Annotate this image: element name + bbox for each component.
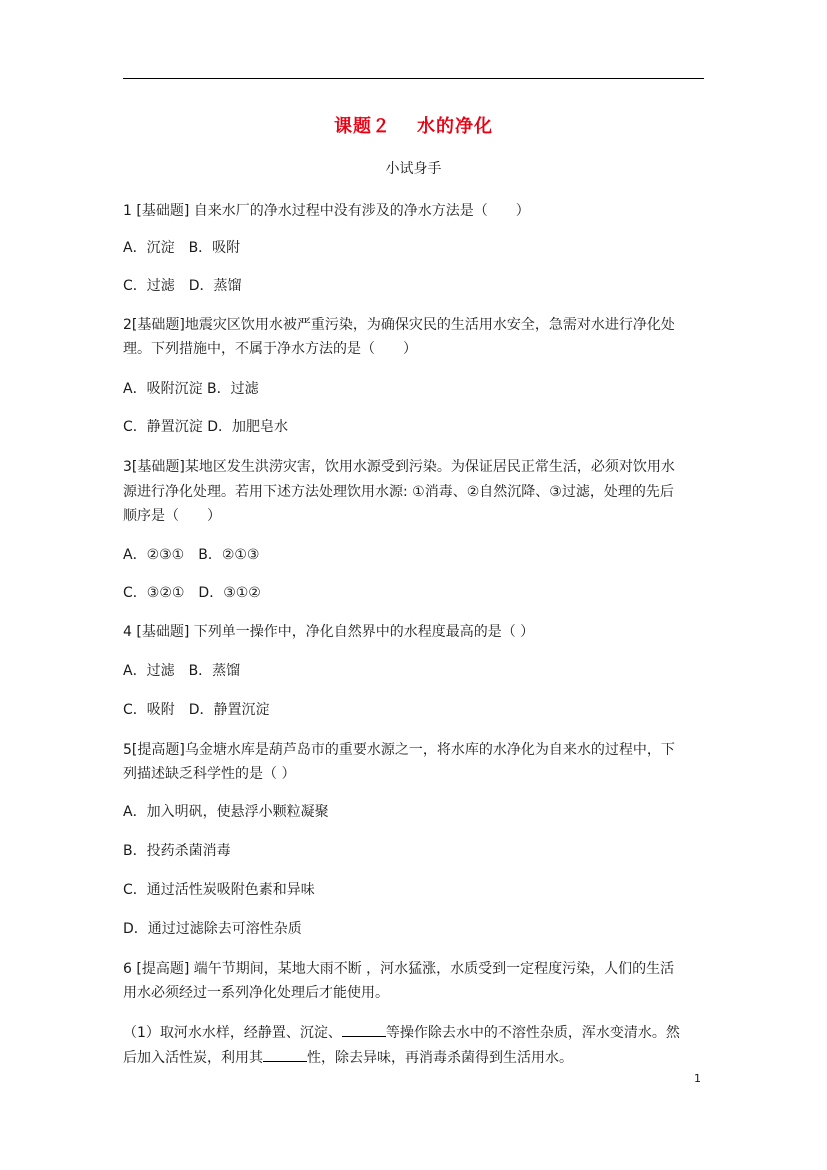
text-line: 6 [提高题] 端午节期间，某地大雨不断 ，河水猛涨，水质受到一定程度污染，人们的生活 [123, 961, 675, 977]
text-line: A．过滤 B．蒸馏 [123, 663, 241, 679]
text-line: 顺序是（ ） [123, 508, 221, 524]
title-lesson-number: 课题２ [334, 116, 391, 137]
page-number: 1 [694, 1072, 701, 1085]
header-rule [123, 78, 704, 79]
text-line: 用水必须经过一系列净化处理后才能使用。 [123, 985, 389, 1001]
text-line: A．吸附沉淀 B．过滤 [123, 381, 259, 397]
answer-blank[interactable] [342, 1022, 386, 1037]
title-topic: 水的净化 [417, 116, 493, 137]
text-line: 2[基础题]地震灾区饮用水被严重污染，为确保灾民的生活用水安全，急需对水进行净化处 [123, 317, 675, 333]
text-line: 1 [基础题] 自来水厂的净水过程中没有涉及的净水方法是（ ） [123, 203, 530, 219]
text-line: B．投药杀菌消毒 [123, 843, 231, 859]
text-line: 列描述缺乏科学性的是（ ） [123, 766, 296, 782]
q6-part2-text-after: 性，除去异味，再消毒杀菌得到生活用水。 [307, 1050, 573, 1066]
q6-part1-text-after: 等操作除去水中的不溶性杂质，浑水变清水。然 [385, 1025, 680, 1041]
text-line: 理。下列措施中，不属于净水方法的是（ ） [123, 341, 417, 357]
text-line: A．②③① B．②①③ [123, 547, 260, 563]
q6-part1-text-before: （1）取河水水样，经静置、沉淀、 [123, 1025, 342, 1041]
text-line: C．吸附 D．静置沉淀 [123, 702, 270, 718]
text-line: C．通过活性炭吸附色素和异味 [123, 882, 315, 898]
text-line: D．通过过滤除去可溶性杂质 [123, 921, 302, 937]
question-6-part-2 [123, 1046, 713, 1070]
text-line: 3[基础题]某地区发生洪涝灾害，饮用水源受到污染。为保证居民正常生活，必须对饮用水 [123, 459, 675, 475]
question-6-part-1 [123, 1021, 713, 1045]
text-line: 4 [基础题] 下列单一操作中，净化自然界中的水程度最高的是（ ） [123, 624, 535, 640]
answer-blank[interactable] [263, 1047, 307, 1062]
text-line: C．③②① D．③①② [123, 585, 261, 601]
section-subtitle: 小试身手 [385, 161, 442, 177]
text-line: 5[提高题]乌金塘水库是葫芦岛市的重要水源之一，将水库的水净化为自来水的过程中，下 [123, 742, 675, 758]
q6-part2-text-before: 后加入活性炭，利用其 [123, 1050, 263, 1066]
text-line: 源进行净化处理。若用下述方法处理饮用水源: ①消毒、②自然沉降、③过滤，处理的先后 [123, 484, 674, 500]
text-line: A．沉淀 B．吸附 [123, 240, 241, 256]
page-title [0, 112, 827, 138]
text-line: C．静置沉淀 D．加肥皂水 [123, 419, 289, 435]
text-line: A．加入明矾，使悬浮小颗粒凝聚 [123, 804, 329, 820]
text-line: C．过滤 D．蒸馏 [123, 278, 242, 294]
